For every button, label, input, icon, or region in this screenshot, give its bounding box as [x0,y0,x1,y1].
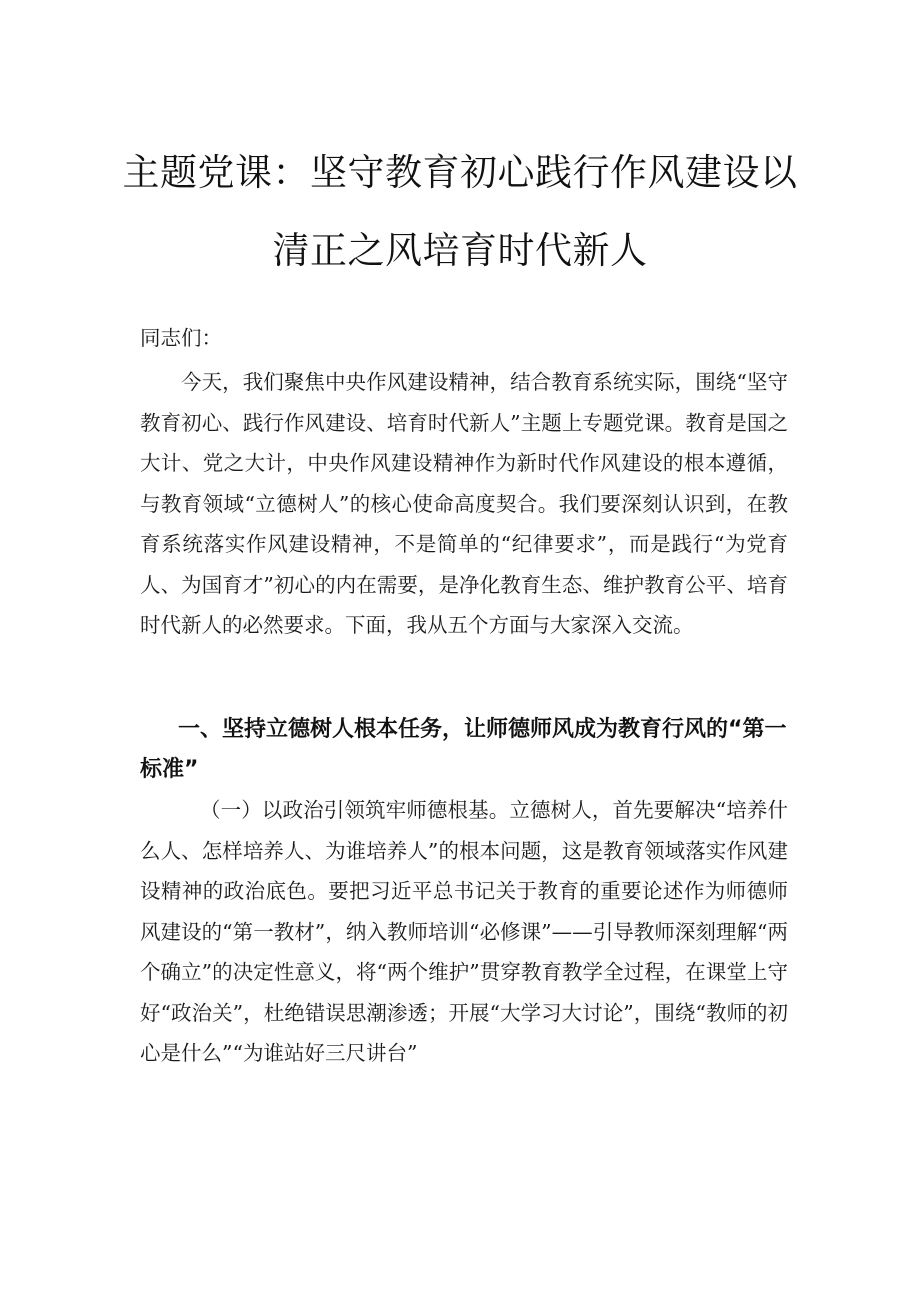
intro-paragraph: 今天，我们聚焦中央作风建设精神，结合教育系统实际，围绕“坚守教育初心、践行作风建设、培育时代新人”主题上专题党课。教育是国之大计、党之大计，中央作风建设精神作为新时代作风建设的根本遵循，与教育领域“立德树人”的核心使命高度契合。我们要深刻认识到，在教育系统落实作风建设精神，不是简单的“纪律要求”，而是践行“为党育人、为国育才”初心的内在需要，是净化教育生态、维护教育公平、培育时代新人的必然要求。下面，我从五个方面与大家深入交流。 [140,370,788,637]
salutation: 同志们： [140,326,222,350]
subsection-paragraph-1: （一）以政治引领筑牢师德根基。立德树人，首先要解决“培养什么人、怎样培养人、为谁培养人”的根本问题，这是教育领域落实作风建设精神的政治底色。要把习近平总书记关于教育的重要论述作为师德师风建设的“第一教材”，纳入教师培训“必修课”——引导教师深刻理解“两个确立”的决定性意义，将“两个维护”贯穿教育教学全过程，在课堂上守好“政治关”，杜绝错误思潮渗透；开展“大学习大讨论”，围绕“教师的初心是什么”“为谁站好三尺讲台” [140,798,788,1065]
section-heading-1: 一、坚持立德树人根本任务，让师德师风成为教育行风的“第一标准” [140,717,787,782]
document-title-line-1: 主题党课：坚守教育初心践行作风建设以 [122,151,798,194]
document-title-line-2: 清正之风培育时代新人 [272,229,648,272]
